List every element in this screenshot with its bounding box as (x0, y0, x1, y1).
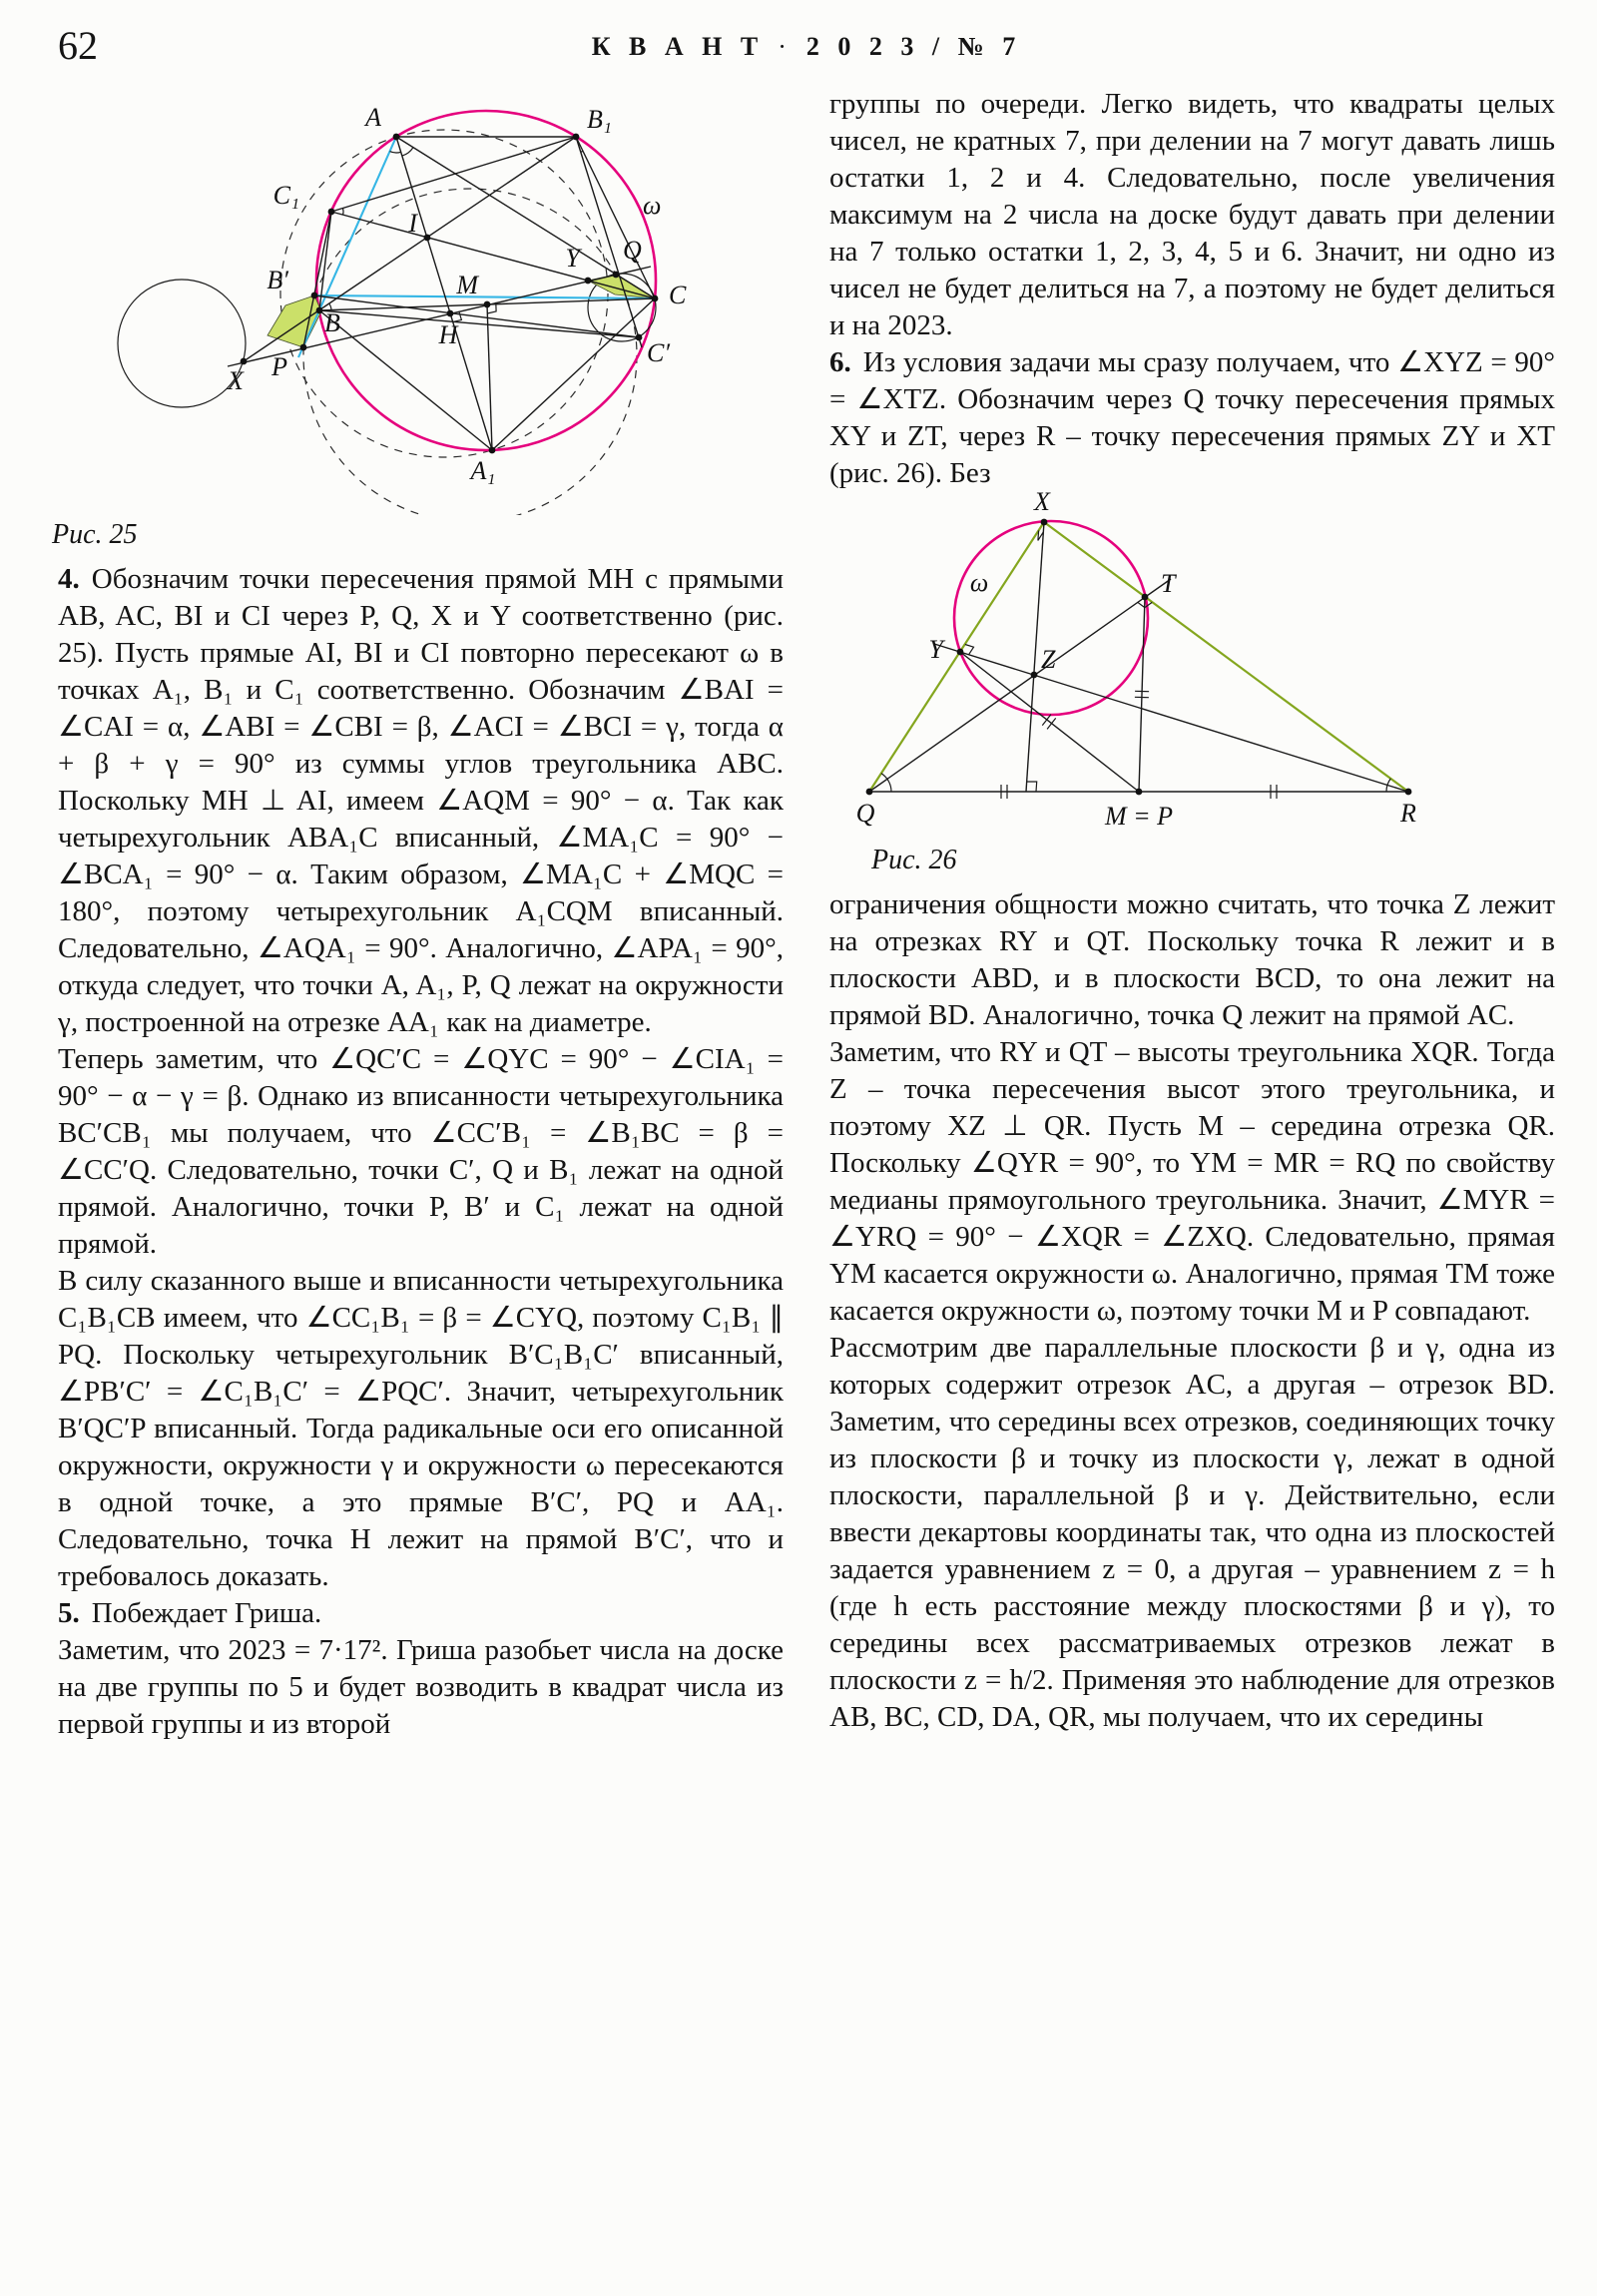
problem-6-number: 6. (829, 346, 851, 378)
label-I: I (408, 209, 417, 238)
paragraph-radical-axes (58, 1263, 784, 1595)
journal-issue: 2 0 2 3 / № 7 (805, 32, 1022, 61)
label-P: P (271, 352, 287, 381)
angle-arc-at-C1 (343, 209, 344, 216)
problem-5-number: 5. (58, 1597, 80, 1629)
label-C1: C₁ (272, 181, 299, 210)
paragraph-text: ограничения общности можно считать, что точка Z лежит на отрезках RY и QT. Поскольку точка R лежит и в плоскости ABD, и в плоскости BCD, то она лежит на прямой BD. Аналогично, точка Q лежит на прямой AC. (829, 888, 1555, 1031)
point-H (447, 310, 454, 317)
figure-26-drawing (839, 492, 1458, 837)
circle-left-small (118, 280, 246, 407)
figure-25-drawing (32, 86, 791, 515)
figure-25-caption: Рис. 25 (52, 519, 138, 550)
paragraph-heights (829, 1034, 1555, 1330)
label-Z-26: Z (1041, 645, 1056, 674)
label-omega-26: ω (969, 568, 989, 597)
point-C1 (328, 209, 335, 216)
point-Cprime (636, 334, 643, 341)
point-B1 (573, 134, 580, 141)
point-B (316, 307, 323, 314)
point-Y-26 (957, 649, 964, 656)
paragraph-text: Из условия задачи мы сразу получаем, что ∠XYZ = 90° = ∠XTZ. Обозначим через Q точку пересечения прямых XY и ZT, через R – точку пересечения прямых ZY и XT (рис. 26). Без (829, 346, 1555, 489)
label-MP-26: M = P (1104, 802, 1174, 831)
point-T-26 (1142, 594, 1149, 601)
page-number: 62 (58, 23, 98, 68)
figure-26 (829, 492, 1555, 876)
left-column (52, 86, 784, 1743)
label-X: X (228, 366, 244, 395)
paragraph-grisha (58, 1632, 784, 1743)
paragraph-text: Теперь заметим, что ∠QC′C = ∠QYC = 90° − ∠CIA₁ = 90° − α − γ = β. Однако из вписанности четырехугольника BC′CB₁ мы получаем, что ∠CC′B₁ = ∠B₁BC = β = ∠CC′Q. Следовательно, точки C′, Q и B₁ лежат на одной прямой. Аналогично, точки P, B′ и C₁ лежат на одной прямой. (58, 1043, 784, 1260)
paragraph-text: В силу сказанного выше и вписанности четырехугольника C₁B₁CB имеем, что ∠CC₁B₁ = β = ∠CYQ, поэтому C₁B₁ ∥ PQ. Поскольку четырехугольник B′C₁B₁C′ вписанный, ∠PB′C′ = ∠C₁B₁C′ = ∠PQC′. Значит, четырехугольник B′QC′P вписанный. Тогда радикальные оси его описанной окружности, окружности γ и окружности ω пересекаются в одной точке, а это прямые B′C′, PQ и AA₁. Следовательно, точка H лежит на прямой B′C′, что и требовалось доказать. (58, 1265, 784, 1592)
figure-26-caption: Рис. 26 (871, 845, 957, 875)
paragraph-text: Обозначим точки пересечения прямой MH с прямыми AB, AC, BI и CI через P, Q, X и Y соответственно (рис. 25). Пусть прямые AI, BI и CI повторно пересекают ω в точках A₁, B₁ и C₁ соответственно. Обозначим ∠BAI = ∠CAI = α, ∠ABI = ∠CBI = β, ∠ACI = ∠BCI = γ, тогда α + β + γ = 90° из суммы углов треугольника ABC. Поскольку MH ⊥ AI, имеем ∠AQM = 90° − α. Так как четырехугольник ABA₁C вписанный, ∠MA₁C = 90° − ∠BCA₁ = 90° − α. Таким образом, ∠MA₁C + ∠MQC = 180°, поэтому четырехугольник A₁CQM вписанный. Следовательно, ∠AQA₁ = 90°. Аналогично, ∠APA₁ = 90°, откуда следует, что точки A, A₁, P, Q лежат на окружности γ, построенной на отрезке AA₁ как на диаметре. (58, 563, 784, 1038)
label-Cprime: C′ (647, 338, 671, 367)
problem-4-number: 4. (58, 563, 80, 595)
paragraph-text: Рассмотрим две параллельные плоскости β и γ, одна из которых содержит отрезок AC, а другая – отрезок BD. Заметим, что середины всех отрезков, соединяющих точку из плоскости β и точку из плоскости γ, лежат в одной плоскости, параллельной β и γ. Действительно, если ввести декартовы координаты так, что одна из плоскостей задается уравнением z = 0, а другая – уравнением z = h (где h есть расстояние между плоскостями β и γ), то середины всех рассматриваемых отрезков лежат в плоскости z = h/2. Применяя это наблюдение для отрезков AB, BC, CD, DA, QR, мы получаем, что их середины (829, 1332, 1555, 1733)
point-A (393, 134, 400, 141)
paragraph-planes (829, 1330, 1555, 1736)
line-T-M-tangent (1139, 597, 1145, 792)
label-Bprime: B′ (266, 266, 288, 294)
label-M: M (456, 271, 478, 299)
line-A-B-P-cyan (298, 137, 396, 357)
paragraph-problem-4 (58, 561, 784, 1041)
point-Q-26 (866, 789, 873, 796)
point-Bprime (311, 292, 318, 299)
figure-25 (52, 86, 784, 551)
paragraph-text: Заметим, что 2023 = 7·17². Гриша разобьет числа на доске на две группы по 5 и будет возводить в квадрат числа из первой группы и из второй (58, 1634, 784, 1740)
point-A1 (489, 447, 496, 454)
line-C-I-C1 (331, 212, 655, 298)
label-B: B (324, 308, 340, 337)
paragraph-now-note (58, 1041, 784, 1263)
angle-arc-at-A-1 (390, 152, 401, 153)
line-Q-Z-T (869, 579, 1171, 792)
point-M-26 (1136, 789, 1143, 796)
label-Q-26: Q (855, 799, 875, 828)
right-column (829, 86, 1555, 1743)
paragraph-problem-6 (829, 344, 1555, 492)
point-Y (585, 278, 592, 285)
angle-arc-at-A-2 (402, 148, 413, 157)
paragraph-text: Заметим, что RY и QT – высоты треугольника XQR. Тогда Z – точка пересечения высот этого треугольника, и поэтому XZ ⊥ QR. Пусть M – середина отрезка QR. Поскольку ∠QYR = 90°, то YM = MR = RQ по свойству медианы прямоугольного треугольника. Значит, ∠MYR = ∠YRQ = 90° − ∠XQR = ∠ZXQ. Следовательно, прямая YM касается окружности ω. Аналогично, прямая TM тоже касается окружности ω, поэтому точки M и P совпадают. (829, 1036, 1555, 1327)
running-title (58, 32, 1555, 62)
label-R-26: R (1400, 799, 1416, 828)
paragraph-text: группы по очереди. Легко видеть, что квадраты целых чисел, не кратных 7, при делении на 7 могут давать лишь остатки 1, 2 и 4. Следовательно, после увеличения максимум на 2 числа на доске будут давать при делении на 7 только остатки 1, 2, 3, 4, 5 и 6. Значит, ни одно из чисел не будет делиться на 7, а поэтому не будет делиться и на 2023. (829, 88, 1555, 341)
label-B1: B₁ (587, 105, 612, 134)
point-P (300, 344, 307, 351)
label-X-26: X (1034, 492, 1050, 516)
label-Y-26: Y (928, 635, 943, 664)
point-I (424, 235, 431, 242)
line-M-A1 (487, 304, 492, 450)
circle-omega-26 (954, 521, 1148, 715)
label-omega: ω (643, 191, 662, 220)
line-Q-Y-X-green (869, 522, 1044, 792)
paragraph-text: Побеждает Гриша. (91, 1597, 322, 1629)
point-X (241, 358, 248, 365)
point-Q (613, 272, 620, 279)
points (241, 134, 662, 454)
point-C (652, 295, 659, 302)
point-M (484, 301, 491, 308)
right-angle-at-foot (1027, 782, 1037, 792)
page-header (58, 22, 1555, 76)
journal-name: К В А Н Т (591, 32, 765, 61)
point-Z-26 (1031, 672, 1038, 679)
paragraph-groups (829, 86, 1555, 344)
line-R-Z-Y (934, 644, 1408, 792)
point-X-26 (1041, 519, 1048, 526)
line-Bprime-H-Cprime (314, 295, 639, 337)
paragraph-problem-5 (58, 1595, 784, 1632)
label-C: C (669, 281, 687, 309)
label-A: A (365, 103, 381, 132)
label-Q: Q (623, 236, 642, 265)
paragraph-generality (829, 886, 1555, 1034)
line-X-T-R-green (1044, 522, 1408, 792)
label-T-26: T (1161, 569, 1176, 598)
label-A1: A₁ (470, 456, 496, 485)
label-H: H (438, 320, 458, 349)
line-Bprime-C-cyan (314, 295, 655, 298)
header-separator: · (778, 32, 793, 61)
label-Y: Y (565, 244, 580, 273)
point-R-26 (1405, 789, 1412, 796)
page-body (52, 86, 1555, 1743)
right-angle-at-Y (965, 645, 974, 655)
